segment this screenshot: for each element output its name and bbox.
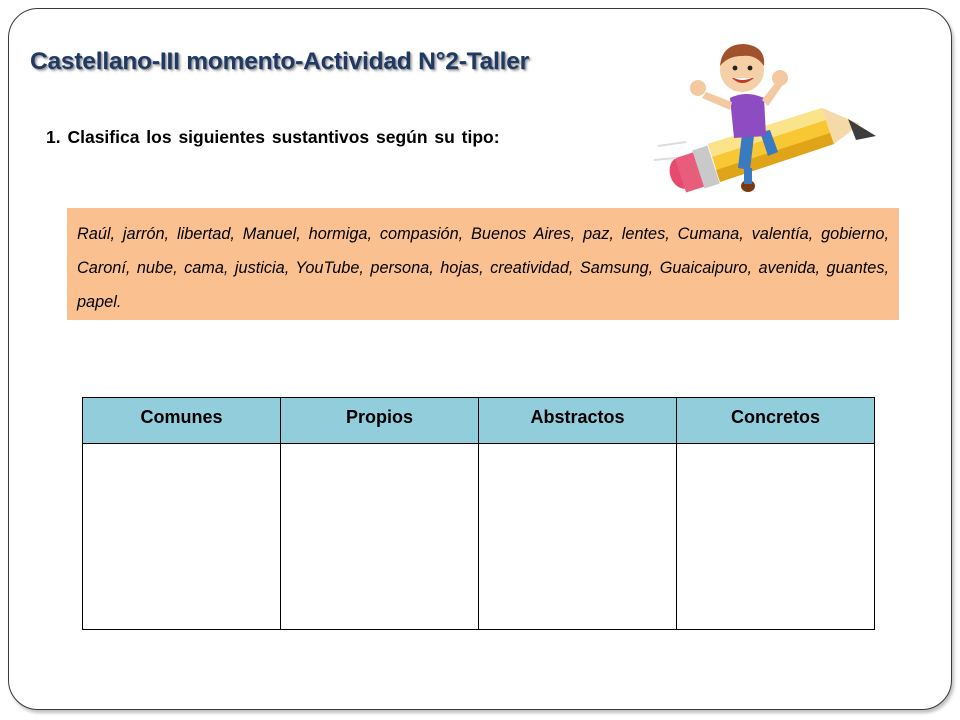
slide-title: Castellano-III momento-Actividad N°2-Taller: [30, 48, 529, 75]
noun-classification-table: [82, 397, 875, 630]
header-propios: Propios: [281, 398, 479, 444]
header-concretos: Concretos: [677, 398, 875, 444]
table-row: [83, 444, 875, 630]
cell-abstractos: [479, 444, 677, 630]
cell-concretos: [677, 444, 875, 630]
table-header-row: [83, 398, 875, 444]
question-prompt: 1. Clasifica los siguientes sustantivos según su tipo:: [46, 127, 500, 147]
header-comunes: Comunes: [83, 398, 281, 444]
cell-propios: [281, 444, 479, 630]
boy-riding-pencil-illustration: [650, 36, 890, 206]
header-abstractos: Abstractos: [479, 398, 677, 444]
cell-comunes: [83, 444, 281, 630]
word-list-box: Raúl, jarrón, libertad, Manuel, hormiga, compasión, Buenos Aires, paz, lentes, Cumana, valentía, gobierno, Caroní, nube, cama, justicia, YouTube, persona, hojas, creatividad, Samsung, Guaicaipuro, avenida, guantes, papel.: [67, 208, 899, 320]
